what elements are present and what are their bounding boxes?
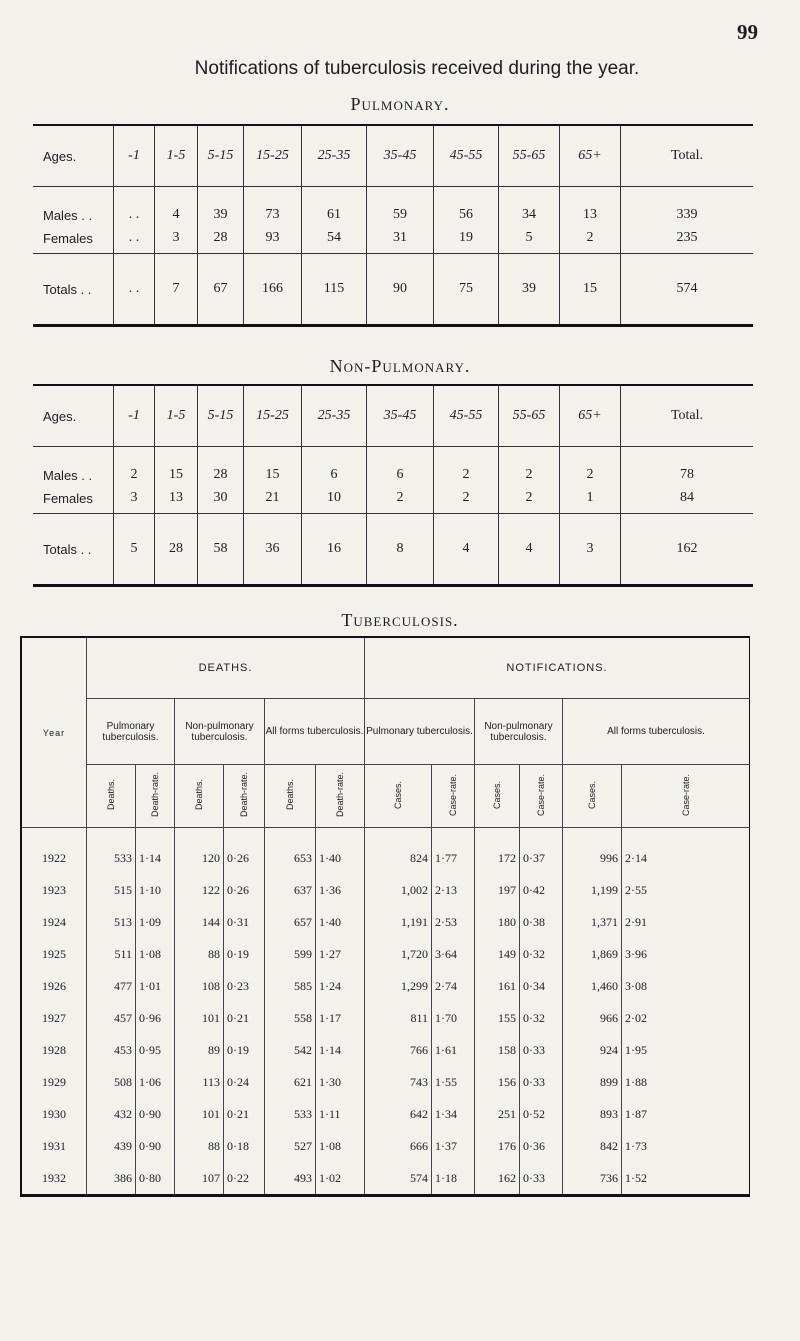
rate-cell: 0·24 xyxy=(224,1066,265,1098)
count-cell: 1,720 xyxy=(365,938,432,970)
table-row xyxy=(33,447,753,484)
cell: 8 xyxy=(367,514,434,586)
cell: 54 xyxy=(302,223,367,254)
year-header: Year xyxy=(21,637,87,828)
cell: 7 xyxy=(155,254,198,326)
rate-cell: 1·09 xyxy=(136,906,175,938)
age-col-header: 25-35 xyxy=(302,385,367,447)
rate-cell: 1·24 xyxy=(316,970,365,1002)
count-cell: 156 xyxy=(475,1066,520,1098)
cell: . . xyxy=(114,254,155,326)
cell: 162 xyxy=(621,514,754,586)
rate-cell: 0·90 xyxy=(136,1098,175,1130)
cell: 15 xyxy=(244,447,302,484)
rate-cell: 1·27 xyxy=(316,938,365,970)
tuberculosis-table xyxy=(20,636,750,1197)
count-cell: 542 xyxy=(265,1034,316,1066)
rate-cell: 1·77 xyxy=(432,828,475,875)
table-row xyxy=(33,483,753,514)
rate-cell: 1·40 xyxy=(316,828,365,875)
count-cell: 533 xyxy=(265,1098,316,1130)
rate-cell: 2·53 xyxy=(432,906,475,938)
rate-cell: 0·33 xyxy=(520,1162,563,1196)
count-cell: 966 xyxy=(563,1002,622,1034)
table-row xyxy=(21,1130,750,1162)
age-col-header: 65+ xyxy=(560,125,621,187)
count-cell: 122 xyxy=(175,874,224,906)
cell: 2 xyxy=(499,447,560,484)
rate-cell: 2·02 xyxy=(622,1002,750,1034)
cell: 2 xyxy=(560,447,621,484)
cell: 28 xyxy=(198,447,244,484)
count-cell: 515 xyxy=(87,874,136,906)
count-cell: 513 xyxy=(87,906,136,938)
rate-cell: 1·55 xyxy=(432,1066,475,1098)
table-row xyxy=(21,970,750,1002)
rate-cell: 1·95 xyxy=(622,1034,750,1066)
cell: 58 xyxy=(198,514,244,586)
table-row xyxy=(21,874,750,906)
rate-cell: 2·91 xyxy=(622,906,750,938)
count-cell: 599 xyxy=(265,938,316,970)
year-cell: 1932 xyxy=(21,1162,87,1196)
cell: 59 xyxy=(367,187,434,224)
count-cell: 197 xyxy=(475,874,520,906)
rate-cell: 0·96 xyxy=(136,1002,175,1034)
age-col-header: 55-65 xyxy=(499,125,560,187)
group-header: Pulmonary tuberculosis. xyxy=(365,699,475,765)
cell: 39 xyxy=(499,254,560,326)
count-cell: 1,460 xyxy=(563,970,622,1002)
cell: 28 xyxy=(198,223,244,254)
count-cell: 113 xyxy=(175,1066,224,1098)
count-cell: 743 xyxy=(365,1066,432,1098)
table-row xyxy=(21,938,750,970)
rate-cell: 1·10 xyxy=(136,874,175,906)
rate-cell: 0·33 xyxy=(520,1034,563,1066)
count-cell: 176 xyxy=(475,1130,520,1162)
year-cell: 1928 xyxy=(21,1034,87,1066)
rate-cell: 0·32 xyxy=(520,1002,563,1034)
cell: 19 xyxy=(434,223,499,254)
rate-cell: 1·70 xyxy=(432,1002,475,1034)
rate-cell: 1·88 xyxy=(622,1066,750,1098)
count-cell: 657 xyxy=(265,906,316,938)
rate-cell: 0·23 xyxy=(224,970,265,1002)
deaths-header: DEATHS. xyxy=(87,637,365,699)
count-cell: 899 xyxy=(563,1066,622,1098)
age-col-header: -1 xyxy=(114,385,155,447)
cell: 574 xyxy=(621,254,754,326)
cell: 3 xyxy=(560,514,621,586)
count-cell: 1,869 xyxy=(563,938,622,970)
count-cell: 439 xyxy=(87,1130,136,1162)
cell: 235 xyxy=(621,223,754,254)
count-cell: 511 xyxy=(87,938,136,970)
year-cell: 1927 xyxy=(21,1002,87,1034)
table-row xyxy=(21,1066,750,1098)
count-cell: 1,299 xyxy=(365,970,432,1002)
cell: 115 xyxy=(302,254,367,326)
count-cell: 453 xyxy=(87,1034,136,1066)
count-cell: 824 xyxy=(365,828,432,875)
count-cell: 251 xyxy=(475,1098,520,1130)
rate-cell: 1·02 xyxy=(316,1162,365,1196)
age-col-header: 5-15 xyxy=(198,385,244,447)
count-cell: 101 xyxy=(175,1098,224,1130)
cell: 67 xyxy=(198,254,244,326)
rate-cell: 0·26 xyxy=(224,874,265,906)
rate-cell: 0·42 xyxy=(520,874,563,906)
count-cell: 162 xyxy=(475,1162,520,1196)
rate-cell: 1·36 xyxy=(316,874,365,906)
table-row xyxy=(33,514,753,586)
pulmonary-heading: Pulmonary. xyxy=(350,94,450,114)
age-col-header: 65+ xyxy=(560,385,621,447)
count-cell: 558 xyxy=(265,1002,316,1034)
row-label: Totals . . xyxy=(33,514,114,586)
cell: 56 xyxy=(434,187,499,224)
row-label: Females xyxy=(43,230,93,246)
table-row xyxy=(33,187,753,224)
year-cell: 1925 xyxy=(21,938,87,970)
rate-cell: 1·52 xyxy=(622,1162,750,1196)
rate-cell: 3·96 xyxy=(622,938,750,970)
age-col-header: 5-15 xyxy=(198,125,244,187)
rate-cell: 1·37 xyxy=(432,1130,475,1162)
group-header: All forms tuberculosis. xyxy=(265,699,365,765)
count-cell: 101 xyxy=(175,1002,224,1034)
cell: 4 xyxy=(155,187,198,224)
ages-header: Ages. xyxy=(33,125,114,187)
rate-cell: 1·34 xyxy=(432,1098,475,1130)
group-header: Non-pulmonary tuberculosis. xyxy=(475,699,563,765)
cell: 13 xyxy=(155,483,198,514)
count-cell: 108 xyxy=(175,970,224,1002)
count-cell: 89 xyxy=(175,1034,224,1066)
cell: . . xyxy=(114,187,155,224)
age-col-header: 45-55 xyxy=(434,385,499,447)
cell: 166 xyxy=(244,254,302,326)
count-cell: 924 xyxy=(563,1034,622,1066)
cell: 6 xyxy=(367,447,434,484)
rate-cell: 0·38 xyxy=(520,906,563,938)
count-cell: 88 xyxy=(175,1130,224,1162)
cell: 5 xyxy=(114,514,155,586)
row-label: Females xyxy=(43,490,93,506)
count-cell: 621 xyxy=(265,1066,316,1098)
count-cell: 386 xyxy=(87,1162,136,1196)
cell: 2 xyxy=(499,483,560,514)
subhead: Death-rate. xyxy=(335,772,345,818)
page-number: 99 xyxy=(737,20,758,44)
group-header: All forms tuberculosis. xyxy=(563,699,750,765)
table-row xyxy=(21,906,750,938)
rate-cell: 0·52 xyxy=(520,1098,563,1130)
rate-cell: 2·14 xyxy=(622,828,750,875)
notifications-header: NOTIFICATIONS. xyxy=(365,637,750,699)
count-cell: 1,191 xyxy=(365,906,432,938)
rate-cell: 2·13 xyxy=(432,874,475,906)
cell: 2 xyxy=(114,447,155,484)
rate-cell: 0·32 xyxy=(520,938,563,970)
row-label: Males . . xyxy=(43,208,93,223)
count-cell: 149 xyxy=(475,938,520,970)
count-cell: 180 xyxy=(475,906,520,938)
year-cell: 1930 xyxy=(21,1098,87,1130)
age-col-header: 25-35 xyxy=(302,125,367,187)
cell: 84 xyxy=(621,483,754,514)
group-header: Pulmonary tuberculosis. xyxy=(87,699,175,765)
cell: 2 xyxy=(367,483,434,514)
age-col-header: 15-25 xyxy=(244,125,302,187)
subhead: Death-rate. xyxy=(239,772,249,818)
cell: 13 xyxy=(560,187,621,224)
rate-cell: 0·95 xyxy=(136,1034,175,1066)
rate-cell: 0·36 xyxy=(520,1130,563,1162)
subhead: Case-rate. xyxy=(536,773,546,817)
rate-cell: 1·11 xyxy=(316,1098,365,1130)
pulmonary-table xyxy=(33,124,753,327)
cell: 75 xyxy=(434,254,499,326)
subhead: Deaths. xyxy=(285,779,295,811)
group-header: Non-pulmonary tuberculosis. xyxy=(175,699,265,765)
count-cell: 144 xyxy=(175,906,224,938)
table-row xyxy=(21,1002,750,1034)
cell: 34 xyxy=(499,187,560,224)
table-row xyxy=(21,1098,750,1130)
cell: 39 xyxy=(198,187,244,224)
count-cell: 120 xyxy=(175,828,224,875)
ages-header: Ages. xyxy=(33,385,114,447)
cell: 36 xyxy=(244,514,302,586)
cell: 10 xyxy=(302,483,367,514)
count-cell: 477 xyxy=(87,970,136,1002)
non-pulmonary-heading: Non-Pulmonary. xyxy=(329,356,471,376)
cell: 2 xyxy=(434,483,499,514)
table-row xyxy=(33,254,753,326)
count-cell: 161 xyxy=(475,970,520,1002)
count-cell: 457 xyxy=(87,1002,136,1034)
count-cell: 893 xyxy=(563,1098,622,1130)
cell: 15 xyxy=(155,447,198,484)
total-header: Total. xyxy=(621,125,754,187)
count-cell: 158 xyxy=(475,1034,520,1066)
year-cell: 1923 xyxy=(21,874,87,906)
rate-cell: 0·31 xyxy=(224,906,265,938)
count-cell: 493 xyxy=(265,1162,316,1196)
tuberculosis-heading: Tuberculosis. xyxy=(341,610,459,630)
rate-cell: 3·64 xyxy=(432,938,475,970)
rate-cell: 1·01 xyxy=(136,970,175,1002)
subhead: Case-rate. xyxy=(680,773,691,817)
cell: 5 xyxy=(499,223,560,254)
count-cell: 88 xyxy=(175,938,224,970)
age-col-header: -1 xyxy=(114,125,155,187)
cell: 1 xyxy=(560,483,621,514)
count-cell: 1,002 xyxy=(365,874,432,906)
rate-cell: 1·30 xyxy=(316,1066,365,1098)
table-row xyxy=(21,1034,750,1066)
age-col-header: 45-55 xyxy=(434,125,499,187)
cell: 4 xyxy=(499,514,560,586)
cell: 2 xyxy=(434,447,499,484)
row-label: Totals . . xyxy=(33,254,114,326)
count-cell: 811 xyxy=(365,1002,432,1034)
cell: 30 xyxy=(198,483,244,514)
cell: 6 xyxy=(302,447,367,484)
rate-cell: 0·33 xyxy=(520,1066,563,1098)
rate-cell: 1·18 xyxy=(432,1162,475,1196)
rate-cell: 0·90 xyxy=(136,1130,175,1162)
non-pulmonary-table xyxy=(33,384,753,587)
rate-cell: 0·26 xyxy=(224,828,265,875)
rate-cell: 2·55 xyxy=(622,874,750,906)
age-col-header: 55-65 xyxy=(499,385,560,447)
cell: 16 xyxy=(302,514,367,586)
cell: 78 xyxy=(621,447,754,484)
count-cell: 637 xyxy=(265,874,316,906)
rate-cell: 0·19 xyxy=(224,938,265,970)
age-col-header: 15-25 xyxy=(244,385,302,447)
rate-cell: 0·21 xyxy=(224,1002,265,1034)
cell: 15 xyxy=(560,254,621,326)
count-cell: 766 xyxy=(365,1034,432,1066)
subhead: Cases. xyxy=(492,780,502,809)
rate-cell: 0·18 xyxy=(224,1130,265,1162)
count-cell: 533 xyxy=(87,828,136,875)
cell: 73 xyxy=(244,187,302,224)
rate-cell: 1·17 xyxy=(316,1002,365,1034)
row-label: Males . . xyxy=(43,468,93,483)
total-header: Total. xyxy=(621,385,754,447)
cell: 3 xyxy=(114,483,155,514)
count-cell: 574 xyxy=(365,1162,432,1196)
table-row xyxy=(21,828,750,875)
rate-cell: 2·74 xyxy=(432,970,475,1002)
count-cell: 666 xyxy=(365,1130,432,1162)
year-cell: 1922 xyxy=(21,828,87,875)
count-cell: 1,371 xyxy=(563,906,622,938)
cell: 31 xyxy=(367,223,434,254)
rate-cell: 1·61 xyxy=(432,1034,475,1066)
year-cell: 1931 xyxy=(21,1130,87,1162)
age-col-header: 35-45 xyxy=(367,385,434,447)
cell: 90 xyxy=(367,254,434,326)
count-cell: 172 xyxy=(475,828,520,875)
subhead: Death-rate. xyxy=(150,772,160,818)
subhead: Deaths. xyxy=(194,779,204,811)
age-col-header: 35-45 xyxy=(367,125,434,187)
cell: 21 xyxy=(244,483,302,514)
cell: 3 xyxy=(155,223,198,254)
table-row xyxy=(21,1162,750,1196)
rate-cell: 0·22 xyxy=(224,1162,265,1196)
rate-cell: 0·37 xyxy=(520,828,563,875)
table-row xyxy=(33,223,753,254)
cell: . . xyxy=(114,223,155,254)
cell: 28 xyxy=(155,514,198,586)
cell: 2 xyxy=(560,223,621,254)
count-cell: 508 xyxy=(87,1066,136,1098)
count-cell: 155 xyxy=(475,1002,520,1034)
rate-cell: 1·87 xyxy=(622,1098,750,1130)
subhead: Cases. xyxy=(393,780,403,809)
rate-cell: 0·19 xyxy=(224,1034,265,1066)
subhead: Case-rate. xyxy=(448,773,458,817)
count-cell: 996 xyxy=(563,828,622,875)
count-cell: 842 xyxy=(563,1130,622,1162)
rate-cell: 1·14 xyxy=(316,1034,365,1066)
cell: 61 xyxy=(302,187,367,224)
age-col-header: 1-5 xyxy=(155,125,198,187)
year-cell: 1924 xyxy=(21,906,87,938)
rate-cell: 1·06 xyxy=(136,1066,175,1098)
rate-cell: 1·08 xyxy=(316,1130,365,1162)
rate-cell: 1·73 xyxy=(622,1130,750,1162)
count-cell: 107 xyxy=(175,1162,224,1196)
count-cell: 736 xyxy=(563,1162,622,1196)
count-cell: 432 xyxy=(87,1098,136,1130)
cell: 93 xyxy=(244,223,302,254)
count-cell: 527 xyxy=(265,1130,316,1162)
count-cell: 642 xyxy=(365,1098,432,1130)
rate-cell: 3·08 xyxy=(622,970,750,1002)
rate-cell: 0·21 xyxy=(224,1098,265,1130)
count-cell: 585 xyxy=(265,970,316,1002)
age-col-header: 1-5 xyxy=(155,385,198,447)
subhead: Cases. xyxy=(587,780,597,809)
rate-cell: 1·08 xyxy=(136,938,175,970)
year-cell: 1929 xyxy=(21,1066,87,1098)
count-cell: 653 xyxy=(265,828,316,875)
rate-cell: 1·40 xyxy=(316,906,365,938)
year-cell: 1926 xyxy=(21,970,87,1002)
cell: 4 xyxy=(434,514,499,586)
rate-cell: 0·34 xyxy=(520,970,563,1002)
subhead: Deaths. xyxy=(106,779,116,811)
rate-cell: 0·80 xyxy=(136,1162,175,1196)
rate-cell: 1·14 xyxy=(136,828,175,875)
page-title: Notifications of tuberculosis received during the year. xyxy=(194,58,640,79)
count-cell: 1,199 xyxy=(563,874,622,906)
cell: 339 xyxy=(621,187,754,224)
